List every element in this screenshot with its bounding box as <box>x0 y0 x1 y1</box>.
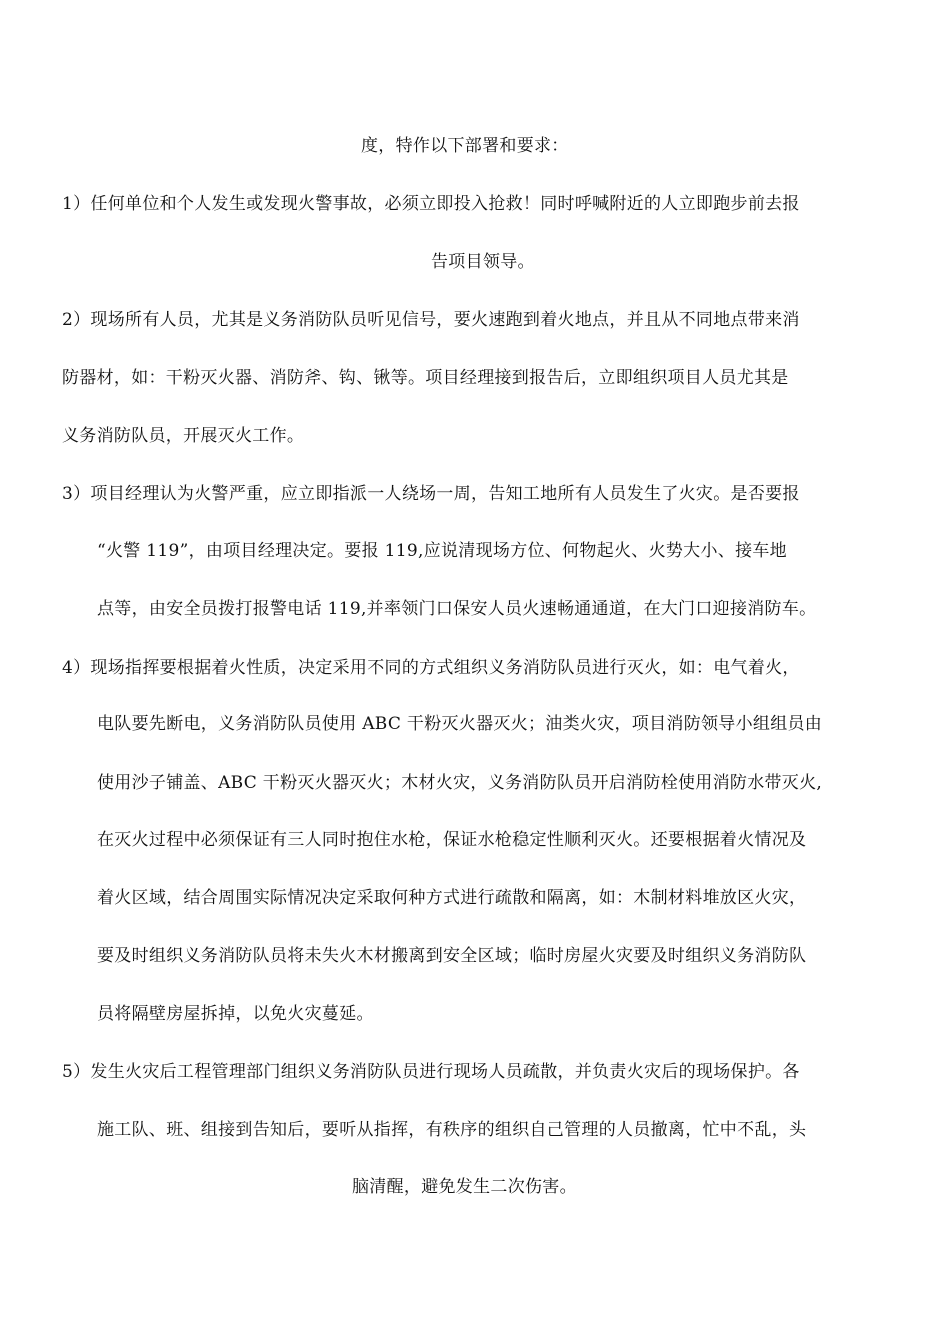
text-line: 3）项目经理认为火警严重，应立即指派一人绕场一周，告知工地所有人员发生了火灾。是否要报 <box>62 484 800 504</box>
text-line: 4）现场指挥要根据着火性质，决定采用不同的方式组织义务消防队员进行灭火，如：电气着火， <box>62 658 800 678</box>
text-line: 脑清醒，避免发生二次伤害。 <box>352 1177 577 1197</box>
text-line: 员将隔壁房屋拆掉，以免火灾蔓延。 <box>97 1004 374 1024</box>
text-line: 1）任何单位和个人发生或发现火警事故，必须立即投入抢救！同时呼喊附近的人立即跑步前去报 <box>62 194 800 214</box>
text-line: 告项目领导。 <box>431 252 535 272</box>
text-line: 使用沙子铺盖、ABC 干粉灭火器灭火；木材火灾，义务消防队员开启消防栓使用消防水带灭火, <box>97 773 823 793</box>
text-line: 义务消防队员，开展灭火工作。 <box>62 426 305 446</box>
text-line: 点等，由安全员拨打报警电话 119,并率领门口保安人员火速畅通通道，在大门口迎接消防车。 <box>97 599 817 619</box>
text-line: 防器材，如：干粉灭火器、消防斧、钩、锹等。项目经理接到报告后，立即组织项目人员尤其是 <box>62 368 789 388</box>
text-line: “火警 119”，由项目经理决定。要报 119,应说清现场方位、何物起火、火势大小、接车地 <box>97 541 787 561</box>
text-line: 度，特作以下部署和要求： <box>361 136 569 156</box>
text-line: 施工队、班、组接到告知后，要听从指挥，有秩序的组织自己管理的人员撤离，忙中不乱，头 <box>97 1120 807 1140</box>
text-line: 要及时组织义务消防队员将未失火木材搬离到安全区域；临时房屋火灾要及时组织义务消防队 <box>97 946 807 966</box>
text-line: 着火区域，结合周围实际情况决定采取何种方式进行疏散和隔离，如：木制材料堆放区火灾， <box>97 888 807 908</box>
text-line: 在灭火过程中必须保证有三人同时抱住水枪，保证水枪稳定性顺利灭火。还要根据着火情况及 <box>97 830 807 850</box>
text-line: 电队要先断电，义务消防队员使用 ABC 干粉灭火器灭火；油类火灾，项目消防领导小组组员由 <box>97 714 823 734</box>
text-line: 5）发生火灾后工程管理部门组织义务消防队员进行现场人员疏散，并负责火灾后的现场保护。各 <box>62 1062 800 1082</box>
text-line: 2）现场所有人员，尤其是义务消防队员听见信号，要火速跑到着火地点，并且从不同地点带来消 <box>62 310 800 330</box>
